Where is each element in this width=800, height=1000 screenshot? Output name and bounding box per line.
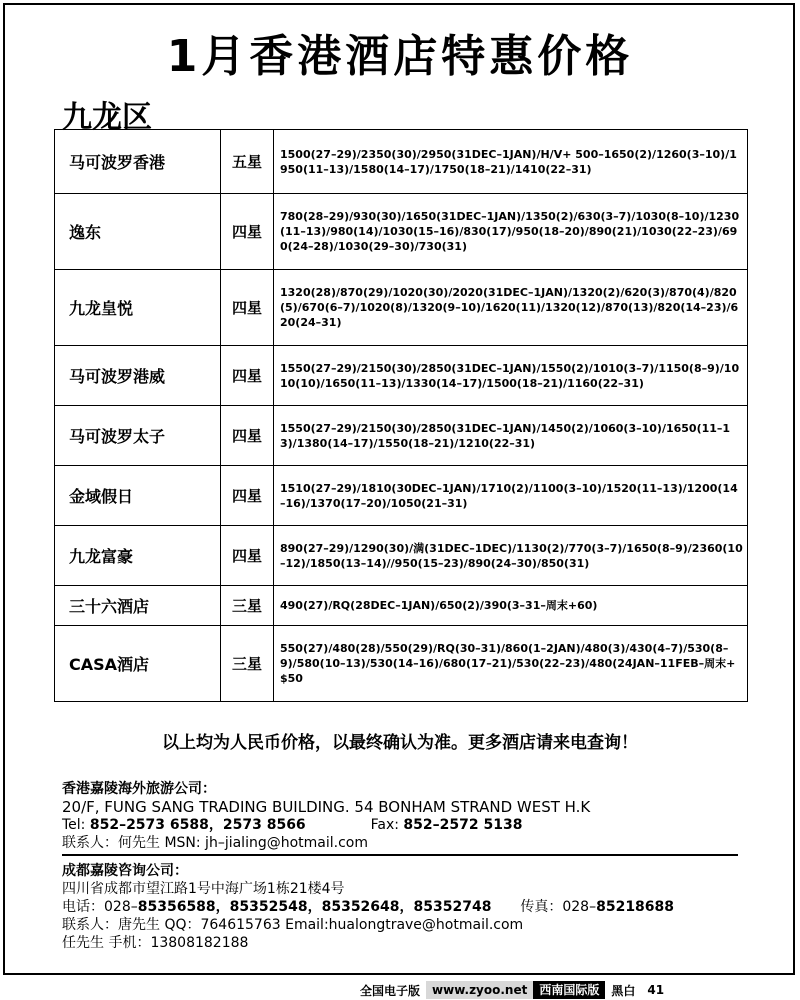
hotel-name: 金域假日 [55, 466, 221, 526]
cd-contact-2: 任先生 手机：13808182188 [62, 935, 249, 951]
hk-contact: 联系人：何先生 MSN: jh–jialing@hotmail.com [62, 835, 368, 851]
hotel-star-rating: 四星 [221, 346, 274, 406]
hotel-name: 九龙富豪 [55, 526, 221, 586]
hotel-name: CASA酒店 [55, 626, 221, 702]
hk-tel-label: Tel: [62, 817, 90, 833]
hotel-row [55, 406, 748, 466]
hotel-star-rating: 四星 [221, 270, 274, 346]
footer-section: 西南国际版 [533, 981, 605, 999]
page-footer [354, 981, 670, 999]
hk-office-block [62, 780, 590, 852]
cd-tel: 85356588，85352548，85352648，85352748 [137, 899, 492, 915]
hotel-star-rating: 四星 [221, 406, 274, 466]
hotel-prices: 1550(27–29)/2150(30)/2850(31DEC–1JAN)/1450(2)/1060(3–10)/1650(11–13)/1380(14–17)/1550(18–21)/1210(22–31) [274, 406, 748, 466]
hotel-name: 马可波罗太子 [55, 406, 221, 466]
hotel-row [55, 130, 748, 194]
cd-office-block [62, 862, 674, 952]
footer-page-number: 41 [647, 983, 665, 997]
hotel-prices: 550(27)/480(28)/550(29)/RQ(30–31)/860(1–2JAN)/480(3)/430(4–7)/530(8–9)/580(10–13)/530(14–16)/680(17–21)/530(22–23)/480(24JAN–11FEB–周末+$50 [274, 626, 748, 702]
hotel-prices: 1550(27–29)/2150(30)/2850(31DEC–1JAN)/1550(2)/1010(3–7)/1150(8–9)/1010(10)/1650(11–13)/1330(14–17)/1500(18–21)/1160(22–31) [274, 346, 748, 406]
hotel-prices: 780(28–29)/930(30)/1650(31DEC–1JAN)/1350(2)/630(3–7)/1030(8–10)/1230(11–13)/980(14)/1030(15–16)/830(17)/950(18–20)/890(21)/1030(22–23)/690(24–28)/1030(29–30)/730(31) [274, 194, 748, 270]
price-note: 以上均为人民币价格，以最终确认为准。更多酒店请来电查询！ [162, 733, 638, 753]
footer-site-link[interactable]: www.zyoo.net [426, 981, 533, 999]
cd-fax: 85218688 [596, 899, 675, 915]
hotel-row [55, 586, 748, 626]
hk-fax-label: Fax: [370, 817, 404, 833]
hotel-star-rating: 五星 [221, 130, 274, 194]
hotel-name: 马可波罗香港 [55, 130, 221, 194]
hotel-star-rating: 三星 [221, 586, 274, 626]
hotel-name: 马可波罗港威 [55, 346, 221, 406]
page-title: 1月香港酒店特惠价格 [166, 31, 634, 82]
hk-office-phone-line [62, 816, 590, 834]
hk-fax: 852–2572 5138 [403, 817, 523, 833]
hotel-star-rating: 三星 [221, 626, 274, 702]
cd-office-address: 四川省成都市望江路1号中海广场1栋21楼4号 [62, 881, 345, 897]
section-divider [62, 854, 738, 856]
cd-office-phone-line [62, 898, 674, 916]
hotel-star-rating: 四星 [221, 466, 274, 526]
hotel-prices: 1320(28)/870(29)/1020(30)/2020(31DEC–1JAN)/1320(2)/620(3)/870(4)/820(5)/670(6–7)/1020(8)/1320(9–10)/1620(11)/1320(12)/870(13)/820(14–23)/620(24–31) [274, 270, 748, 346]
district-heading: 九龙区 [62, 100, 152, 135]
hotel-name: 九龙皇悦 [55, 270, 221, 346]
hotel-prices: 1510(27–29)/1810(30DEC–1JAN)/1710(2)/1100(3–10)/1520(11–13)/1200(14–16)/1370(17–20)/1050(21–31) [274, 466, 748, 526]
cd-contact: 联系人：唐先生 QQ：764615763 Email:hualongtrave@hotmail.com [62, 917, 524, 933]
footer-edition: 全国电子版 [360, 983, 421, 998]
hotel-row [55, 270, 748, 346]
cd-office-name: 成都嘉陵咨询公司： [62, 863, 188, 879]
hotel-row [55, 466, 748, 526]
footer-color: 黑白 [611, 983, 636, 998]
hotel-star-rating: 四星 [221, 194, 274, 270]
hotel-name: 三十六酒店 [55, 586, 221, 626]
hotel-row [55, 194, 748, 270]
hotel-row [55, 346, 748, 406]
hotel-name: 逸东 [55, 194, 221, 270]
hotel-row [55, 526, 748, 586]
hotel-row [55, 626, 748, 702]
hotel-prices: 490(27)/RQ(28DEC–1JAN)/650(2)/390(3–31–周末+60) [274, 586, 748, 626]
cd-tel-label: 电话：028– [62, 899, 138, 915]
hotel-prices: 890(27–29)/1290(30)/满(31DEC–1DEC)/1130(2)/770(3–7)/1650(8–9)/2360(10–12)/1850(13–14)//950(15–23)/890(24–30)/850(31) [274, 526, 748, 586]
cd-fax-label: 传真：028– [520, 899, 597, 915]
hk-tel: 852–2573 6588，2573 8566 [89, 817, 306, 833]
hk-office-name: 香港嘉陵海外旅游公司： [62, 781, 216, 797]
hk-office-address: 20/F, FUNG SANG TRADING BUILDING. 54 BONHAM STRAND WEST H.K [62, 798, 591, 816]
hotel-star-rating: 四星 [221, 526, 274, 586]
hotel-price-table [54, 129, 748, 702]
hotel-prices: 1500(27–29)/2350(30)/2950(31DEC–1JAN)/H/V+ 500–1650(2)/1260(3–10)/1950(11–13)/1580(14–17)/1750(18–21)/1410(22–31) [274, 130, 748, 194]
